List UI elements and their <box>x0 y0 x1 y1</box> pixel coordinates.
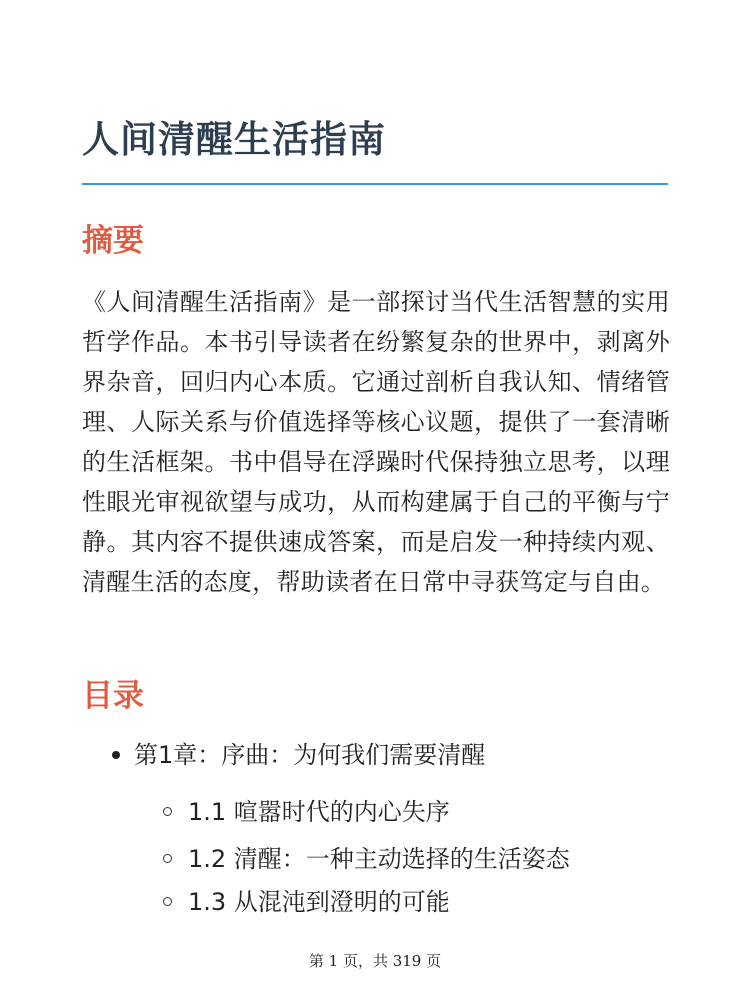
abstract-heading: 摘要 <box>82 223 144 259</box>
toc-heading: 目录 <box>82 678 144 714</box>
page-footer: 第 1 页，共 319 页 <box>308 952 442 970</box>
abstract-paragraph: 《人间清醒生活指南》是一部探讨当代生活智慧的实用哲学作品。本书引导读者在纷繁复杂的世界中，剥离外界杂音，回归内心本质。它通过剖析自我认知、情绪管理、人际关系与价值选择等核心议题，提供了一套清晰的生活框架。书中倡导在浮躁时代保持独立思考，以理性眼光审视欲望与成功，从而构建属于自己的平衡与宁静。其内容不提供速成答案，而是启发一种持续内观、清醒生活的态度，帮助读者在日常中寻获笃定与自由。 <box>82 288 670 596</box>
bullet-circle-icon <box>163 854 172 863</box>
toc-section-1-1-label[interactable]: 1.1 喧嚣时代的内心失序 <box>188 798 450 826</box>
document-title: 人间清醒生活指南 <box>82 118 386 161</box>
bullet-circle-icon <box>163 897 172 906</box>
toc-chapter-1-label[interactable]: 第1章：序曲：为何我们需要清醒 <box>134 741 486 769</box>
toc-section-1-2-label[interactable]: 1.2 清醒：一种主动选择的生活姿态 <box>188 845 570 873</box>
bullet-disc-icon <box>112 751 120 759</box>
toc-section-1-3-label[interactable]: 1.3 从混沌到澄明的可能 <box>188 888 450 916</box>
bullet-circle-icon <box>163 807 172 816</box>
